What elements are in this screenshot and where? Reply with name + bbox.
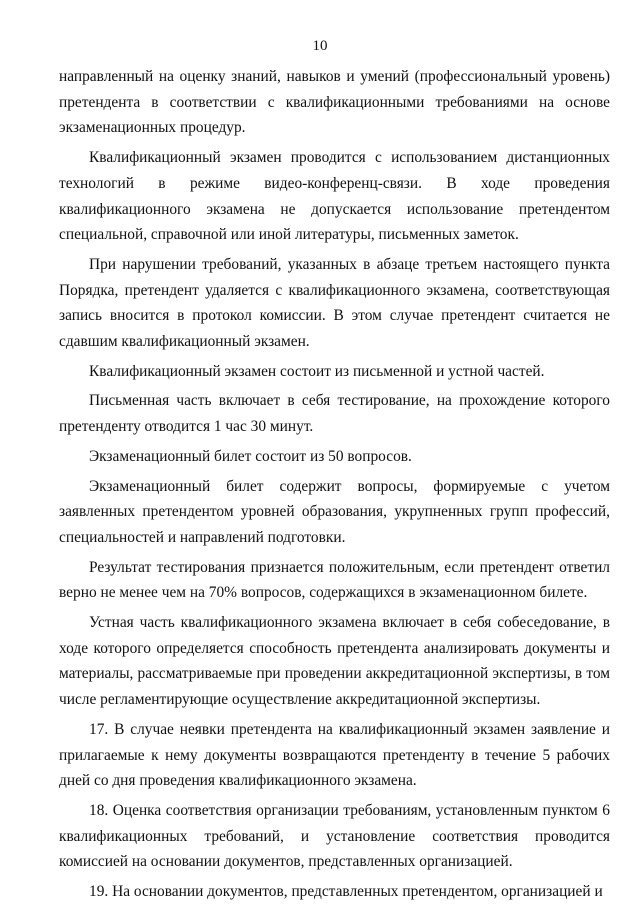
paragraph-remote-exam: Квалификационный экзамен проводится с использованием дистанционных технологий в режиме видео-конференц-связи. В ходе проведения квалификационного экзамена не допускается использование претендентом специальной, справочной или иной литературы, письменных заметок. — [59, 149, 610, 244]
paragraph-item-19: 19. На основании документов, представленных претендентом, организацией и — [89, 883, 603, 901]
paragraph-ticket-size: Экзаменационный билет состоит из 50 вопросов. — [89, 447, 412, 465]
paragraph-oral-part: Устная часть квалификационного экзамена включает в себя собеседование, в ходе которого определяется способность претендента анализировать документы и материалы, рассматриваемые при проведении аккредитационной экспертизы, в том числе регламентирующие осуществление аккредитационной экспертизы. — [59, 614, 610, 709]
paragraph-test-result: Результат тестирования признается положительным, если претендент ответил верно не менее чем на 70% вопросов, содержащихся в экзаменационном билете. — [59, 558, 610, 602]
paragraph-item-17: 17. В случае неявки претендента на квалификационный экзамен заявление и прилагаемые к нему документы возвращаются претенденту в течение 5 рабочих дней со дня проведения квалификационного экзамена. — [59, 720, 610, 790]
document-body — [59, 64, 610, 909]
paragraph-written-part: Письменная часть включает в себя тестирование, на прохождение которого претенденту отводится 1 час 30 минут. — [59, 392, 610, 436]
paragraph-item-18: 18. Оценка соответствия организации требованиям, установленным пунктом 6 квалификационных требований, и установление соответствия проводится комиссией на основании документов, представленных организацией. — [59, 801, 610, 871]
page-number: 10 — [312, 38, 328, 54]
paragraph-ticket-content: Экзаменационный билет содержит вопросы, формируемые с учетом заявленных претендентом уровней образования, укрупненных групп профессий, специальностей и направлений подготовки. — [59, 477, 610, 546]
paragraph-continuation: направленный на оценку знаний, навыков и умений (профессиональный уровень) претендента в соответствии с квалификационными требованиями на основе экзаменационных процедур. — [59, 68, 610, 137]
paragraph-violation: При нарушении требований, указанных в абзаце третьем настоящего пункта Порядка, претендент удаляется с квалификационного экзамена, соответствующая запись вносится в протокол комиссии. В этом случае претендент считается не сдавшим квалификационный экзамен. — [59, 255, 610, 351]
paragraph-exam-parts: Квалификационный экзамен состоит из письменной и устной частей. — [89, 362, 545, 380]
